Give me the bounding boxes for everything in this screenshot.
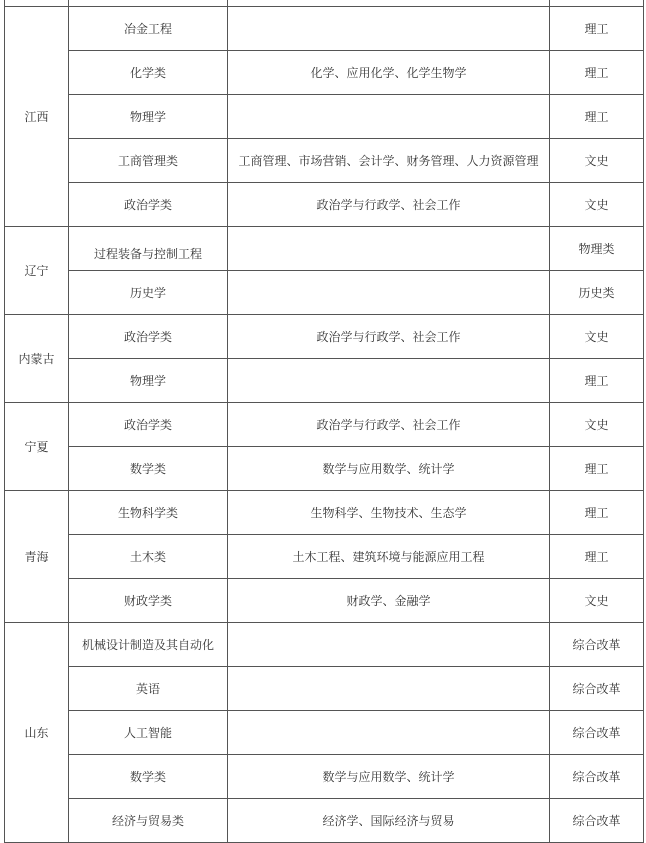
majors-cell: 政治学与行政学、社会工作 bbox=[228, 183, 550, 227]
category-cell: 财政学类 bbox=[69, 579, 228, 623]
type-cell: 理工 bbox=[550, 7, 644, 51]
type-cell: 综合改革 bbox=[550, 711, 644, 755]
type-cell: 文史 bbox=[550, 403, 644, 447]
type-cell: 理工 bbox=[550, 447, 644, 491]
type-cell: 理工 bbox=[550, 51, 644, 95]
type-cell: 文史 bbox=[550, 315, 644, 359]
majors-cell: 化学、应用化学、化学生物学 bbox=[228, 51, 550, 95]
type-cell: 理工 bbox=[550, 359, 644, 403]
category-text: 过程装备与控制工程 bbox=[93, 246, 202, 261]
majors-cell bbox=[228, 711, 550, 755]
type-cell: 历史类 bbox=[550, 271, 644, 315]
table-row bbox=[5, 491, 644, 535]
table-row bbox=[5, 315, 644, 359]
category-cell: 化学类 bbox=[69, 51, 228, 95]
category-cell: 政治学类 bbox=[69, 315, 228, 359]
type-cell: 文史 bbox=[550, 183, 644, 227]
type-cell: 文史 bbox=[550, 579, 644, 623]
category-cell: 物理学 bbox=[69, 359, 228, 403]
category-cell: 土木类 bbox=[69, 535, 228, 579]
majors-cell: 政治学与行政学、社会工作 bbox=[228, 315, 550, 359]
category-cell: 政治学类 bbox=[69, 183, 228, 227]
category-cell: 机械设计制造及其自动化 bbox=[69, 623, 228, 667]
table-row bbox=[5, 271, 644, 315]
province-cell: 江西 bbox=[5, 7, 69, 227]
province-cell: 青海 bbox=[5, 491, 69, 623]
type-cell: 文史 bbox=[550, 139, 644, 183]
majors-cell: 财政学、金融学 bbox=[228, 579, 550, 623]
category-cell: 人工智能 bbox=[69, 711, 228, 755]
majors-cell: 经济学、国际经济与贸易 bbox=[228, 799, 550, 843]
majors-cell: 生物科学、生物技术、生态学 bbox=[228, 491, 550, 535]
category-cell: 历史学 bbox=[69, 271, 228, 315]
table-row bbox=[5, 183, 644, 227]
table-row bbox=[5, 755, 644, 799]
majors-cell bbox=[228, 271, 550, 315]
category-cell bbox=[69, 227, 228, 271]
majors-cell: 工商管理、市场营销、会计学、财务管理、人力资源管理 bbox=[228, 139, 550, 183]
majors-cell bbox=[228, 227, 550, 271]
province-cell: 辽宁 bbox=[5, 227, 69, 315]
admission-table bbox=[4, 0, 644, 843]
type-cell: 理工 bbox=[550, 491, 644, 535]
type-cell: 综合改革 bbox=[550, 623, 644, 667]
majors-cell: 土木工程、建筑环境与能源应用工程 bbox=[228, 535, 550, 579]
table-row bbox=[5, 95, 644, 139]
table-row bbox=[5, 447, 644, 491]
category-cell: 经济与贸易类 bbox=[69, 799, 228, 843]
majors-cell: 政治学与行政学、社会工作 bbox=[228, 403, 550, 447]
table-row bbox=[5, 623, 644, 667]
type-cell: 物理类 bbox=[550, 227, 644, 271]
type-cell: 理工 bbox=[550, 95, 644, 139]
category-cell: 工商管理类 bbox=[69, 139, 228, 183]
majors-cell bbox=[228, 359, 550, 403]
table-row bbox=[5, 535, 644, 579]
category-cell: 数学类 bbox=[69, 755, 228, 799]
table-row bbox=[5, 51, 644, 95]
category-cell: 数学类 bbox=[69, 447, 228, 491]
majors-cell: 数学与应用数学、统计学 bbox=[228, 447, 550, 491]
province-cell: 内蒙古 bbox=[5, 315, 69, 403]
table-row bbox=[5, 667, 644, 711]
majors-cell bbox=[228, 95, 550, 139]
province-cell: 山东 bbox=[5, 623, 69, 843]
table-row bbox=[5, 139, 644, 183]
category-cell: 冶金工程 bbox=[69, 7, 228, 51]
category-cell: 生物科学类 bbox=[69, 491, 228, 535]
category-cell: 政治学类 bbox=[69, 403, 228, 447]
table-row bbox=[5, 403, 644, 447]
category-cell: 物理学 bbox=[69, 95, 228, 139]
type-cell: 综合改革 bbox=[550, 667, 644, 711]
table-row bbox=[5, 579, 644, 623]
province-cell: 宁夏 bbox=[5, 403, 69, 491]
type-cell: 综合改革 bbox=[550, 755, 644, 799]
category-cell: 英语 bbox=[69, 667, 228, 711]
majors-cell bbox=[228, 623, 550, 667]
majors-cell: 数学与应用数学、统计学 bbox=[228, 755, 550, 799]
majors-cell bbox=[228, 7, 550, 51]
table-row bbox=[5, 711, 644, 755]
table-row bbox=[5, 799, 644, 843]
type-cell: 综合改革 bbox=[550, 799, 644, 843]
type-cell: 理工 bbox=[550, 535, 644, 579]
table-row bbox=[5, 7, 644, 51]
table-row bbox=[5, 227, 644, 271]
majors-cell bbox=[228, 667, 550, 711]
table-row bbox=[5, 359, 644, 403]
